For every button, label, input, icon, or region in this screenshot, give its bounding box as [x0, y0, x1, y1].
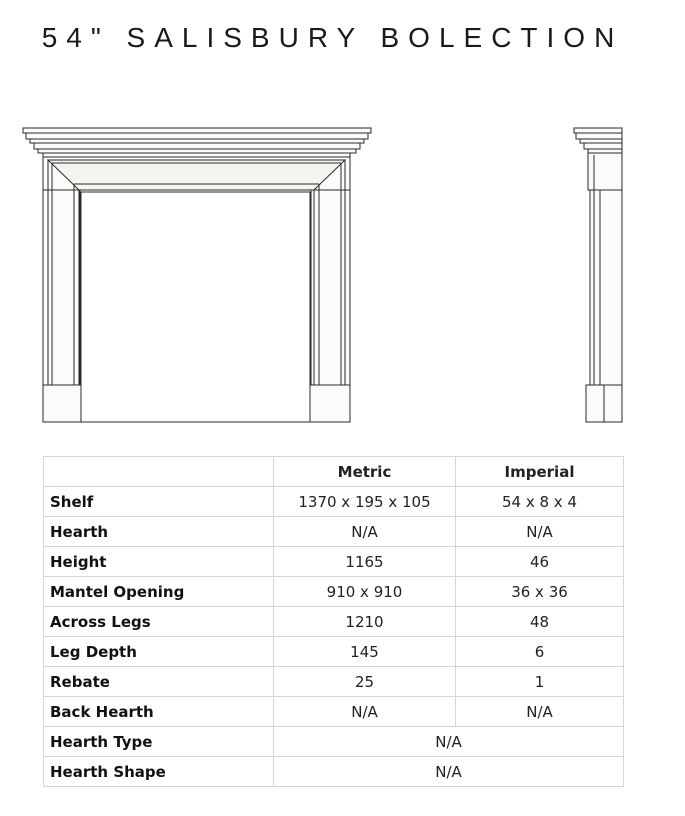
merged-value: N/A	[274, 727, 624, 757]
table-row	[44, 637, 624, 667]
row-label: Shelf	[44, 487, 274, 517]
imperial-value: 46	[456, 547, 624, 577]
imperial-value: N/A	[456, 517, 624, 547]
table-row-merged	[44, 757, 624, 787]
table-row	[44, 607, 624, 637]
metric-value: 910 x 910	[274, 577, 456, 607]
row-label: Hearth	[44, 517, 274, 547]
imperial-value: N/A	[456, 697, 624, 727]
table-row	[44, 517, 624, 547]
row-label: Height	[44, 547, 274, 577]
metric-value: 1370 x 195 x 105	[274, 487, 456, 517]
row-label: Hearth Shape	[44, 757, 274, 787]
table-row	[44, 667, 624, 697]
dimensions-table	[43, 456, 624, 787]
imperial-value: 1	[456, 667, 624, 697]
imperial-value: 6	[456, 637, 624, 667]
table-row-merged	[44, 727, 624, 757]
page-title: 54" SALISBURY BOLECTION	[41, 22, 624, 53]
metric-value: 1165	[274, 547, 456, 577]
metric-value: 145	[274, 637, 456, 667]
table-header-metric: Metric	[274, 457, 456, 487]
table-row	[44, 547, 624, 577]
metric-value: N/A	[274, 697, 456, 727]
merged-value: N/A	[274, 757, 624, 787]
imperial-value: 54 x 8 x 4	[456, 487, 624, 517]
metric-value: N/A	[274, 517, 456, 547]
imperial-value: 48	[456, 607, 624, 637]
mantel-side-elevation	[574, 128, 622, 422]
mantel-front-elevation	[23, 128, 371, 422]
row-label: Rebate	[44, 667, 274, 697]
row-label: Leg Depth	[44, 637, 274, 667]
metric-value: 25	[274, 667, 456, 697]
row-label: Back Hearth	[44, 697, 274, 727]
table-row	[44, 697, 624, 727]
metric-value: 1210	[274, 607, 456, 637]
row-label: Mantel Opening	[44, 577, 274, 607]
table-header-imperial: Imperial	[456, 457, 624, 487]
row-label: Across Legs	[44, 607, 274, 637]
table-header-row	[44, 457, 624, 487]
table-header-blank	[44, 457, 274, 487]
table-row	[44, 487, 624, 517]
table-row	[44, 577, 624, 607]
row-label: Hearth Type	[44, 727, 274, 757]
imperial-value: 36 x 36	[456, 577, 624, 607]
